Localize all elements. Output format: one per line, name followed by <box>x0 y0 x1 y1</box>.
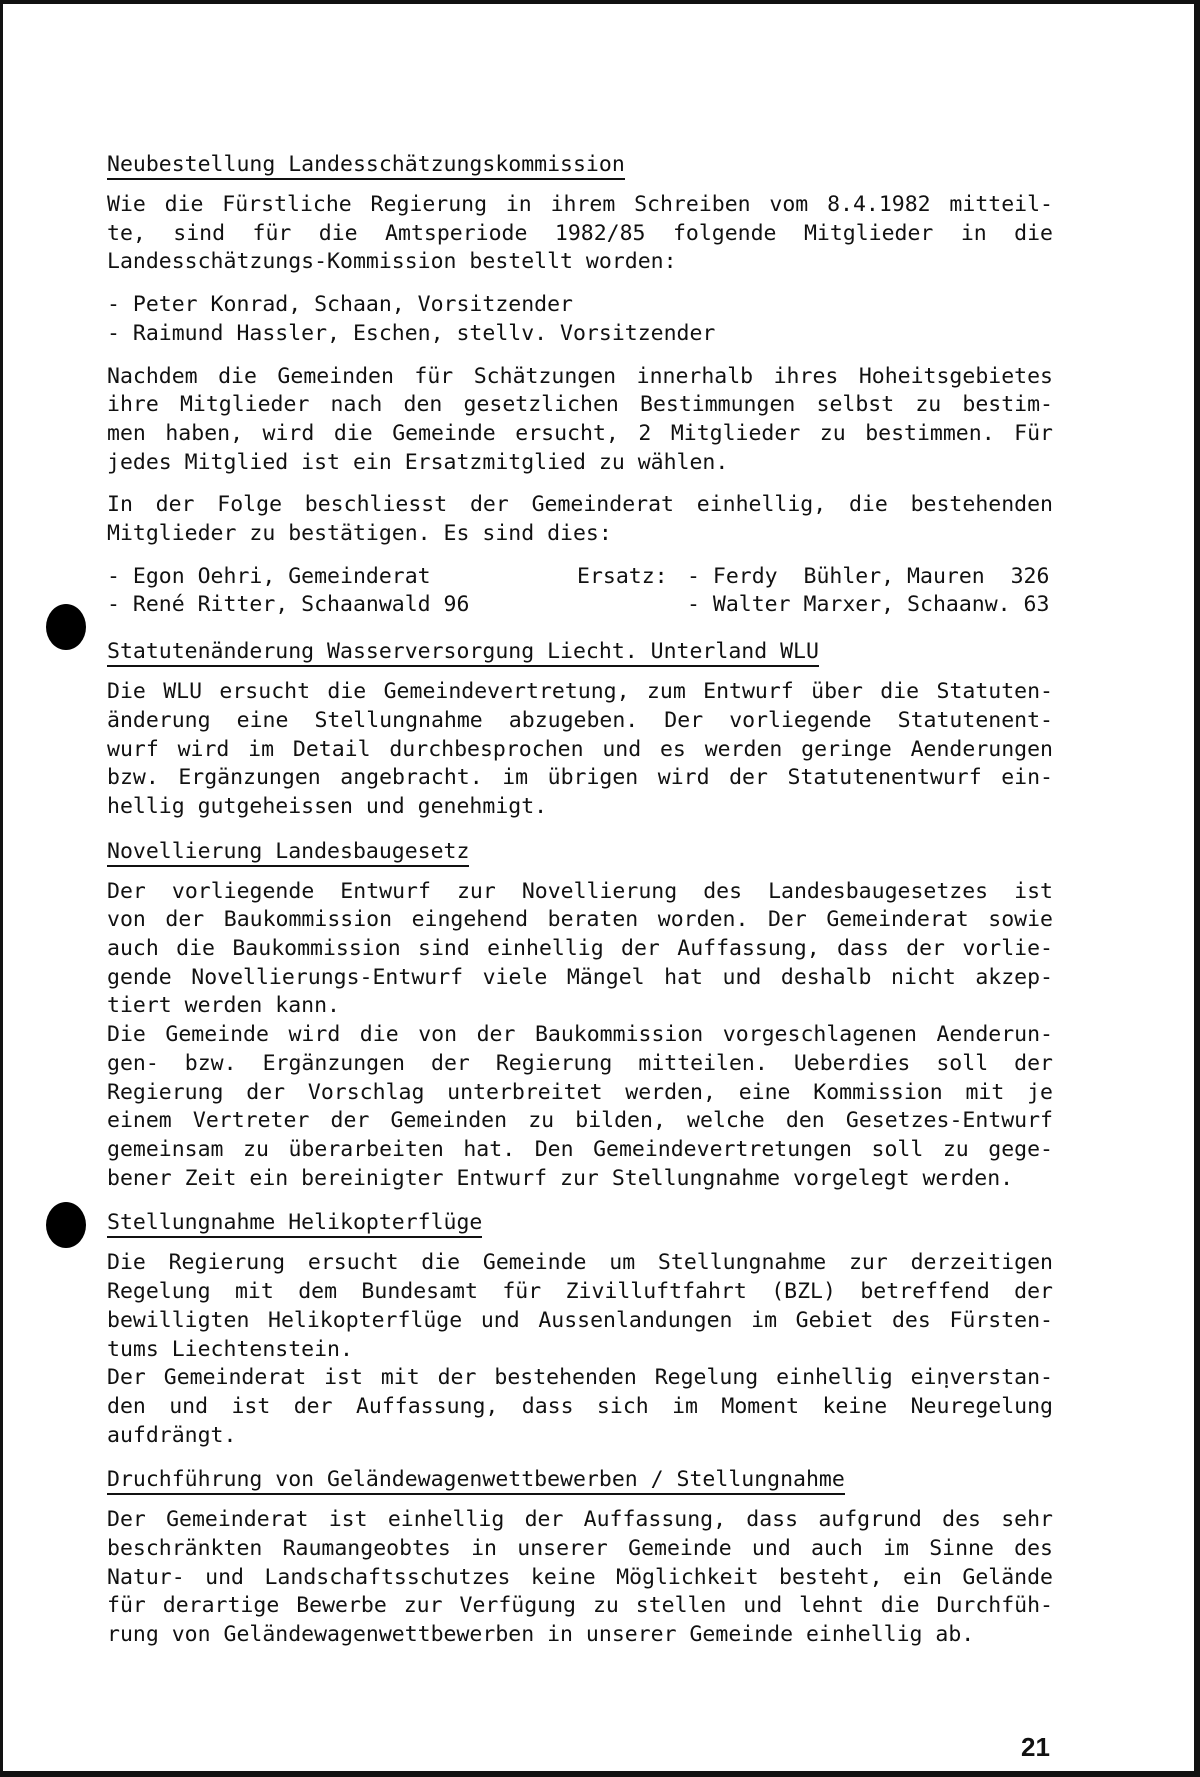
text-line: bener Zeit ein bereinigter Entwurf zur Stellungnahme vorgelegt werden. <box>107 1165 1014 1191</box>
text-line: Regierung der Vorschlag unterbreitet werden, eine Kommission mit je <box>107 1079 1053 1105</box>
paragraph <box>107 1249 1053 1364</box>
punch-hole-top <box>46 604 86 650</box>
section-heading: Druchführung von Geländewagenwettbewerben / Stellungnahme <box>107 1467 845 1495</box>
text-line: hellig gutgeheissen und genehmigt. <box>107 793 548 819</box>
text-line: Landesschätzungs-Kommission bestellt worden: <box>107 249 677 275</box>
text-line: Regelung mit dem Bundesamt für Zivilluftfahrt (BZL) betreffend der <box>107 1279 1053 1305</box>
section-landesschaetzungskommission <box>107 151 1053 620</box>
list-item: - Raimund Hassler, Eschen, stellv. Vorsitzender <box>107 320 716 346</box>
page-number: 21 <box>1021 1732 1050 1762</box>
text-line: Wie die Fürstliche Regierung in ihrem Schreiben vom 8.4.1982 mitteil- <box>107 192 1053 217</box>
text-line: den und ist der Auffassung, dass sich im Moment keine Neuregelung <box>107 1393 1053 1419</box>
paragraph <box>107 491 1053 548</box>
text-line: tums Liechtenstein. <box>107 1336 353 1362</box>
section-heading: Stellungnahme Helikopterflüge <box>107 1210 482 1238</box>
paragraph <box>107 363 1053 478</box>
text-line: für derartige Bewerbe zur Verfügung zu stellen und lehnt die Durchfüh- <box>107 1593 1053 1619</box>
text-line: Der Gemeinderat ist mit der bestehenden Regelung einhellig einverstan- <box>107 1365 1053 1391</box>
paragraph <box>107 1506 1053 1650</box>
paragraph <box>107 1021 1053 1193</box>
text-line: von der Baukommission eingehend beraten worden. Der Gemeinderat sowie <box>107 907 1053 933</box>
section-heading: Statutenänderung Wasserversorgung Liecht. Unterland WLU <box>107 639 819 667</box>
member-row <box>107 563 1053 592</box>
section-novellierung-landesbaugesetz <box>107 838 1053 1194</box>
substitute-name: - Ferdy Bühler, Mauren 326 <box>687 563 1050 589</box>
text-line: In der Folge beschliesst der Gemeinderat einhellig, die bestehenden <box>107 492 1053 518</box>
text-line: Die Gemeinde wird die von der Baukommission vorgeschlagenen Aenderun- <box>107 1022 1053 1048</box>
text-line: Nachdem die Gemeinden für Schätzungen innerhalb ihres Hoheitsgebietes <box>107 363 1053 389</box>
text-line: jedes Mitglied ist ein Ersatzmitglied zu wählen. <box>107 449 729 475</box>
text-line: Der vorliegende Entwurf zur Novellierung des Landesbaugesetzes ist <box>107 878 1053 904</box>
text-line: Mitglieder zu bestätigen. Es sind dies: <box>107 521 612 547</box>
text-line: aufdrängt. <box>107 1422 237 1448</box>
text-line: bzw. Ergänzungen angebracht. im übrigen wird der Statutenentwurf ein- <box>107 765 1053 791</box>
document-body <box>107 151 1053 1666</box>
section-heading: Novellierung Landesbaugesetz <box>107 839 469 867</box>
substitute-label: Ersatz: <box>577 563 668 589</box>
list-item: - Peter Konrad, Schaan, Vorsitzender <box>107 292 573 318</box>
member-table <box>107 563 1053 620</box>
member-row <box>107 591 1053 620</box>
commission-list <box>107 291 1053 348</box>
text-line: men haben, wird die Gemeinde ersucht, 2 Mitglieder zu bestimmen. Für <box>107 420 1053 446</box>
text-line: rung von Geländewagenwettbewerben in unserer Gemeinde einhellig ab. <box>107 1622 975 1648</box>
text-line: einem Vertreter der Gemeinden zu bilden, welche den Gesetzes-Entwurf <box>107 1108 1053 1134</box>
paragraph <box>107 1364 1053 1450</box>
member-name: - René Ritter, Schaanwald 96 <box>107 592 470 618</box>
text-line: gemeinsam zu überarbeiten hat. Den Gemeindevertretungen soll zu gege- <box>107 1136 1053 1162</box>
substitute-label <box>577 591 687 620</box>
text-line: te, sind für die Amtsperiode 1982/85 folgende Mitglieder in die <box>107 220 1053 246</box>
text-line: beschränkten Raumangeobtes in unserer Gemeinde und auch im Sinne des <box>107 1536 1053 1562</box>
text-line: wurf wird im Detail durchbesprochen und es werden geringe Aenderungen <box>107 736 1053 762</box>
member-name: - Egon Oehri, Gemeinderat <box>107 563 431 589</box>
text-line: gende Novellierungs-Entwurf viele Mängel hat und deshalb nicht akzep- <box>107 964 1053 990</box>
text-line: änderung eine Stellungnahme abzugeben. Der vorliegende Statutenent- <box>107 707 1053 733</box>
text-line: auch die Baukommission sind einhellig der Auffassung, dass der vorlie- <box>107 936 1053 962</box>
text-line: ihre Mitglieder nach den gesetzlichen Bestimmungen selbst zu bestim- <box>107 392 1053 418</box>
section-helikopterfluege <box>107 1209 1053 1450</box>
punch-hole-bottom <box>46 1202 86 1248</box>
section-statutenaenderung-wlu <box>107 638 1053 822</box>
text-line: tiert werden kann. <box>107 993 340 1019</box>
substitute-name: - Walter Marxer, Schaanw. 63 <box>687 592 1050 618</box>
paragraph <box>107 678 1053 822</box>
text-line: bewilligten Helikopterflüge und Aussenlandungen im Gebiet des Fürsten- <box>107 1307 1053 1333</box>
text-line: Der Gemeinderat ist einhellig der Auffassung, dass aufgrund des sehr <box>107 1507 1053 1533</box>
paragraph <box>107 878 1053 1022</box>
text-line: Die WLU ersucht die Gemeindevertretung, zum Entwurf über die Statuten- <box>107 679 1053 705</box>
section-heading: Neubestellung Landesschätzungskommission <box>107 152 625 180</box>
text-line: Die Regierung ersucht die Gemeinde um Stellungnahme zur derzeitigen <box>107 1250 1053 1276</box>
text-line: gen- bzw. Ergänzungen der Regierung mitteilen. Ueberdies soll der <box>107 1050 1053 1076</box>
section-gelaendewagenwettbewerbe <box>107 1466 1053 1650</box>
text-line: Natur- und Landschaftsschutzes keine Möglichkeit besteht, ein Gelände <box>107 1564 1053 1590</box>
paragraph <box>107 191 1053 277</box>
